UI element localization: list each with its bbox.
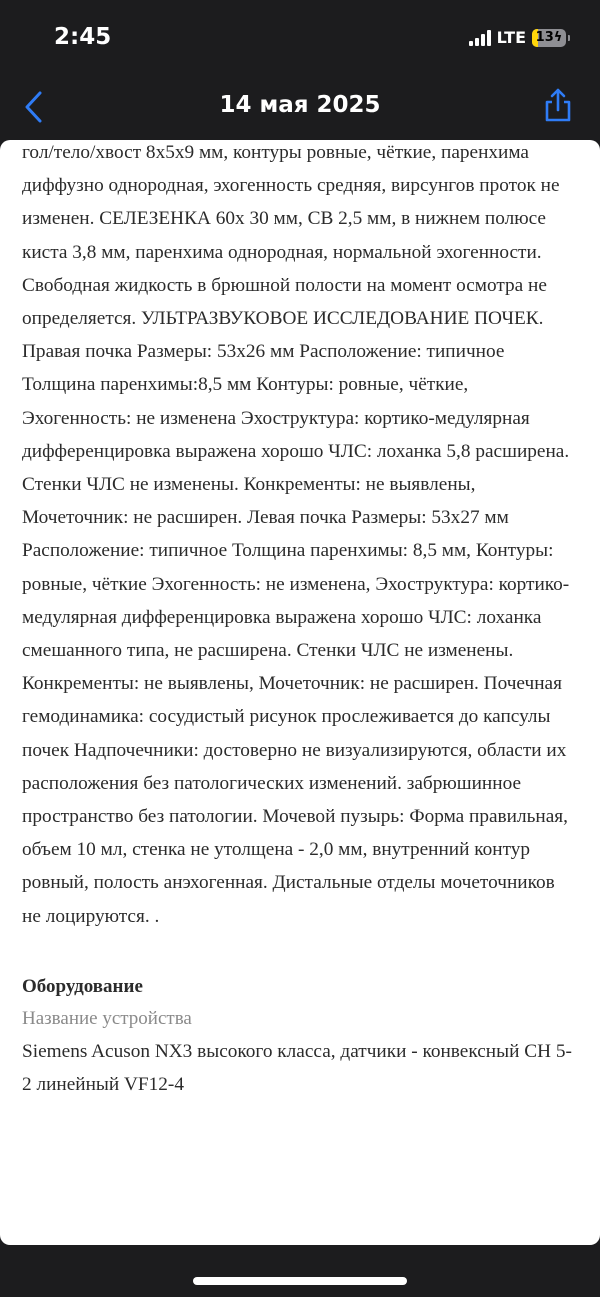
- status-time: 2:45: [54, 24, 112, 50]
- share-icon: [542, 86, 574, 124]
- navigation-bar: [0, 80, 600, 138]
- battery-tip: [568, 35, 570, 41]
- charging-bolt-icon: ϟ: [553, 30, 563, 45]
- home-indicator[interactable]: [193, 1277, 407, 1285]
- report-card: [0, 140, 600, 1245]
- signal-icon: [469, 30, 491, 46]
- battery-icon: [532, 29, 566, 47]
- battery-level: 13ϟ: [535, 30, 563, 45]
- page-title: 14 мая 2025: [219, 92, 381, 118]
- report-content: [0, 140, 600, 1101]
- device-name-value: Siemens Acuson NX3 высокого класса, датчики - конвексный CH 5-2 линейный VF12-4: [22, 1040, 572, 1095]
- status-bar: [0, 0, 600, 80]
- device-name-label: Название устройства: [22, 1007, 192, 1029]
- status-indicators: [469, 28, 570, 47]
- report-text: гол/тело/хвост 8х5х9 мм, контуры ровные, чёткие, паренхима диффузно однородная, эхогенность средняя, вирсунгов проток не изменен. СЕЛЕЗЕНКА 60х 30 мм, СВ 2,5 мм, в нижнем полюсе киста 3,8 мм, паренхима однородная, нормальной эхогенности. Свободная жидкость в брюшной полости на момент осмотра не определяется. УЛЬТРАЗВУКОВОЕ ИССЛЕДОВАНИЕ ПОЧЕК. Правая почка Размеры: 53х26 мм Расположение: типичное Толщина паренхимы:8,5 мм Контуры: ровные, чёткие, Эхогенность: не изменена Эхоструктура: кортико-медулярная дифференцировка выражена хорошо ЧЛС: лоханка 5,8 расширена. Стенки ЧЛС не изменены. Конкременты: не выявлены, Мочеточник: не расширен. Левая почка Размеры: 53х27 мм Расположение: типичное Толщина паренхимы: 8,5 мм, Контуры: ровные, чёткие Эхогенность: не изменена, Эхоструктура: кортико-медулярная дифференцировка выражена хорошо ЧЛС: лоханка смешанного типа, не расширена. Стенки ЧЛС не изменены. Конкременты: не выявлены, Мочеточник: не расширен. Почечная гемодинамика: сосудистый рисунок прослеживается до капсулы почек Надпочечники: достоверно не визуализируются, области их расположения без патологических изменений. забрюшинное пространство без патологии. Мочевой пузырь: Форма правильная, объем 10 мл, стенка не утолщена - 2,0 мм, внутренний контур ровный, полость анэхогенная. Дистальные отделы мочеточников не лоцируются. .: [22, 142, 570, 927]
- share-button[interactable]: [542, 86, 574, 124]
- network-type: LTE: [496, 28, 526, 47]
- equipment-section-title: Оборудование: [22, 975, 143, 997]
